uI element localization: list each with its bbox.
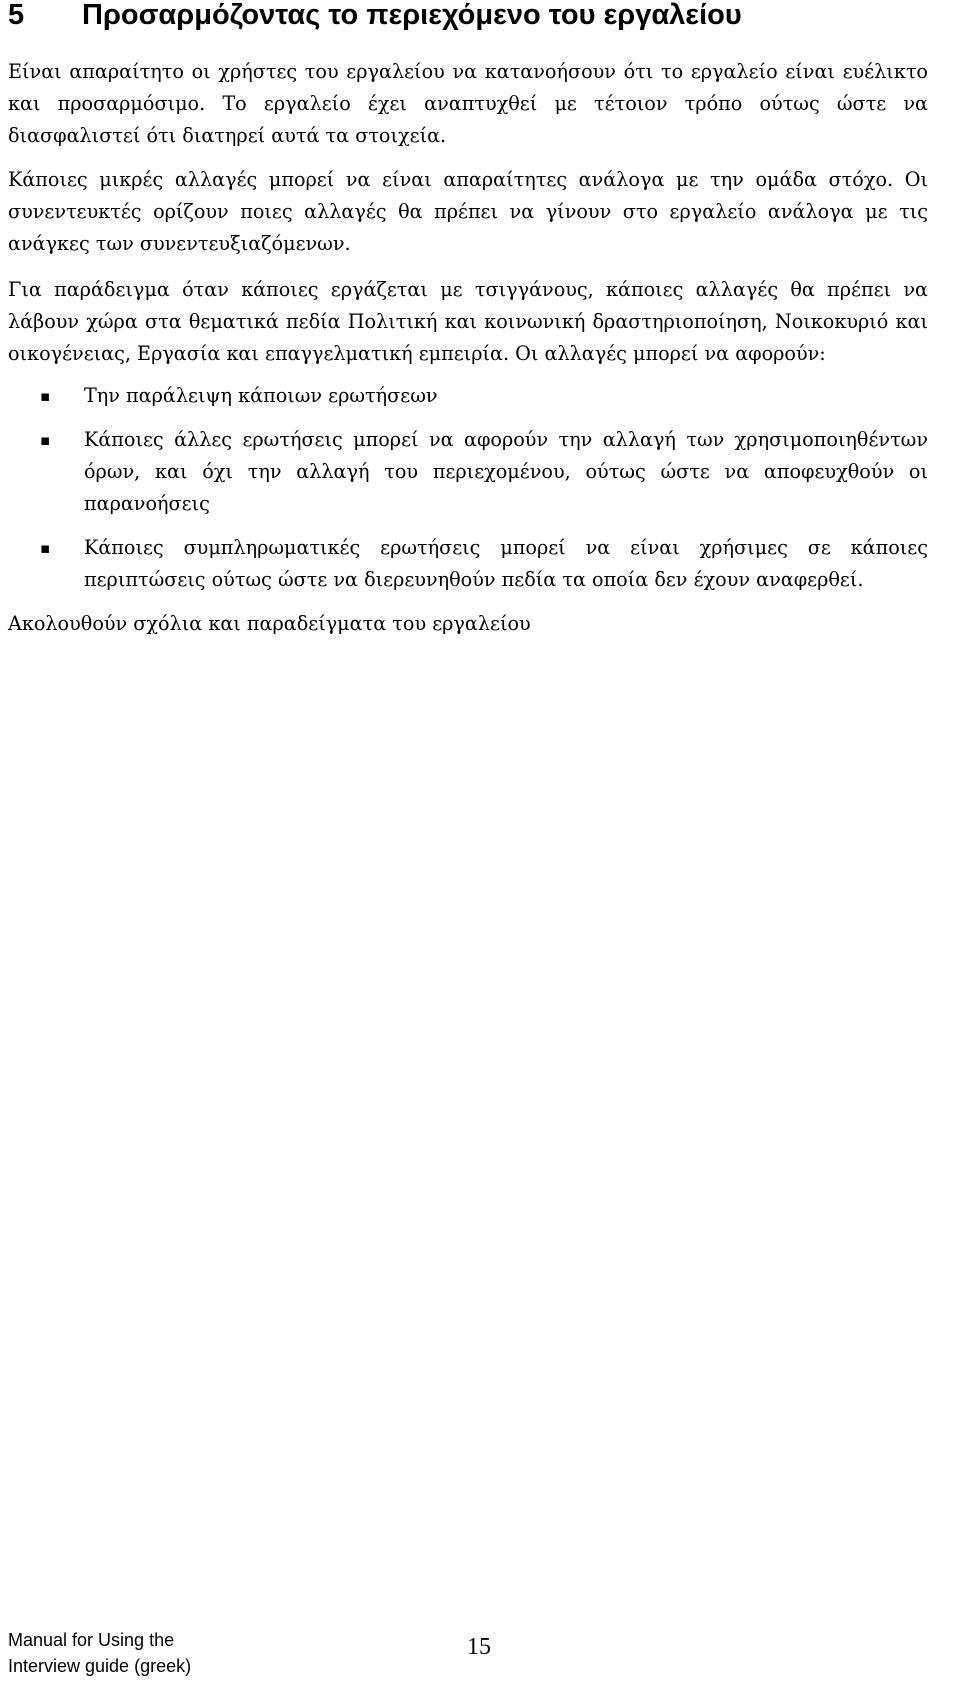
changes-list — [8, 380, 928, 596]
example-paragraph: Για παράδειγμα όταν κάποιες εργάζεται με τσιγγάνους, κάποιες αλλαγές θα πρέπει να λάβουν χώρα στα θεματικά πεδία Πολιτική και κοινωνική δραστηριοποίηση, Νοικοκυριό και οικογένειας, Εργασία και επαγγελματική εμπειρία. Οι αλλαγές μπορεί να αφορούν: — [8, 278, 928, 365]
bullet-marker-icon: ▪ — [40, 431, 51, 449]
intro-paragraph: Είναι απαραίτητο οι χρήστες του εργαλείου να κατανοήσουν ότι το εργαλείο είναι ευέλικτο και προσαρμόσιμο. Το εργαλείο έχει αναπτυχθεί με τέτοιον τρόπο ούτως ώστε να διασφαλιστεί ότι διατηρεί αυτά τα στοιχεία. — [8, 60, 928, 147]
section-number: 5 — [8, 0, 25, 31]
list-item-text: Κάποιες άλλες ερωτήσεις μπορεί να αφορούν την αλλαγή των χρησιμοποιηθέντων όρων, και όχι την αλλαγή του περιεχομένου, ούτως ώστε να αποφευχθούν οι παρανοήσεις — [84, 428, 928, 515]
section-heading — [8, 0, 928, 30]
list-item-text: Την παράλειψη κάποιων ερωτήσεων — [84, 384, 438, 407]
closing-paragraph: Ακολουθούν σχόλια και παραδείγματα του εργαλείου — [8, 612, 531, 635]
footer-document-title — [8, 1627, 191, 1679]
list-item — [8, 424, 928, 520]
bullet-marker-icon: ▪ — [40, 539, 51, 557]
list-item — [8, 380, 928, 412]
list-item — [8, 532, 928, 596]
footer-line-1: Manual for Using the — [8, 1630, 175, 1650]
list-item-text: Κάποιες συμπληρωματικές ερωτήσεις μπορεί να είναι χρήσιμες σε κάποιες περιπτώσεις ούτως ώστε να διερευνηθούν πεδία τα οποία δεν έχουν αναφερθεί. — [84, 536, 928, 591]
document-page — [8, 0, 928, 640]
page-number: 15 — [467, 1634, 491, 1660]
section-title: Προσαρμόζοντας το περιεχόμενο του εργαλείου — [82, 0, 742, 31]
changes-paragraph: Κάποιες μικρές αλλαγές μπορεί να είναι απαραίτητες ανάλογα με την ομάδα στόχο. Οι συνεντευκτές ορίζουν ποιες αλλαγές θα πρέπει να γίνουν στο εργαλείο ανάλογα με τις ανάγκες των συνεντευξιαζόμενων. — [8, 168, 928, 255]
footer-line-2: Interview guide (greek) — [8, 1656, 192, 1676]
bullet-marker-icon: ▪ — [40, 387, 51, 405]
